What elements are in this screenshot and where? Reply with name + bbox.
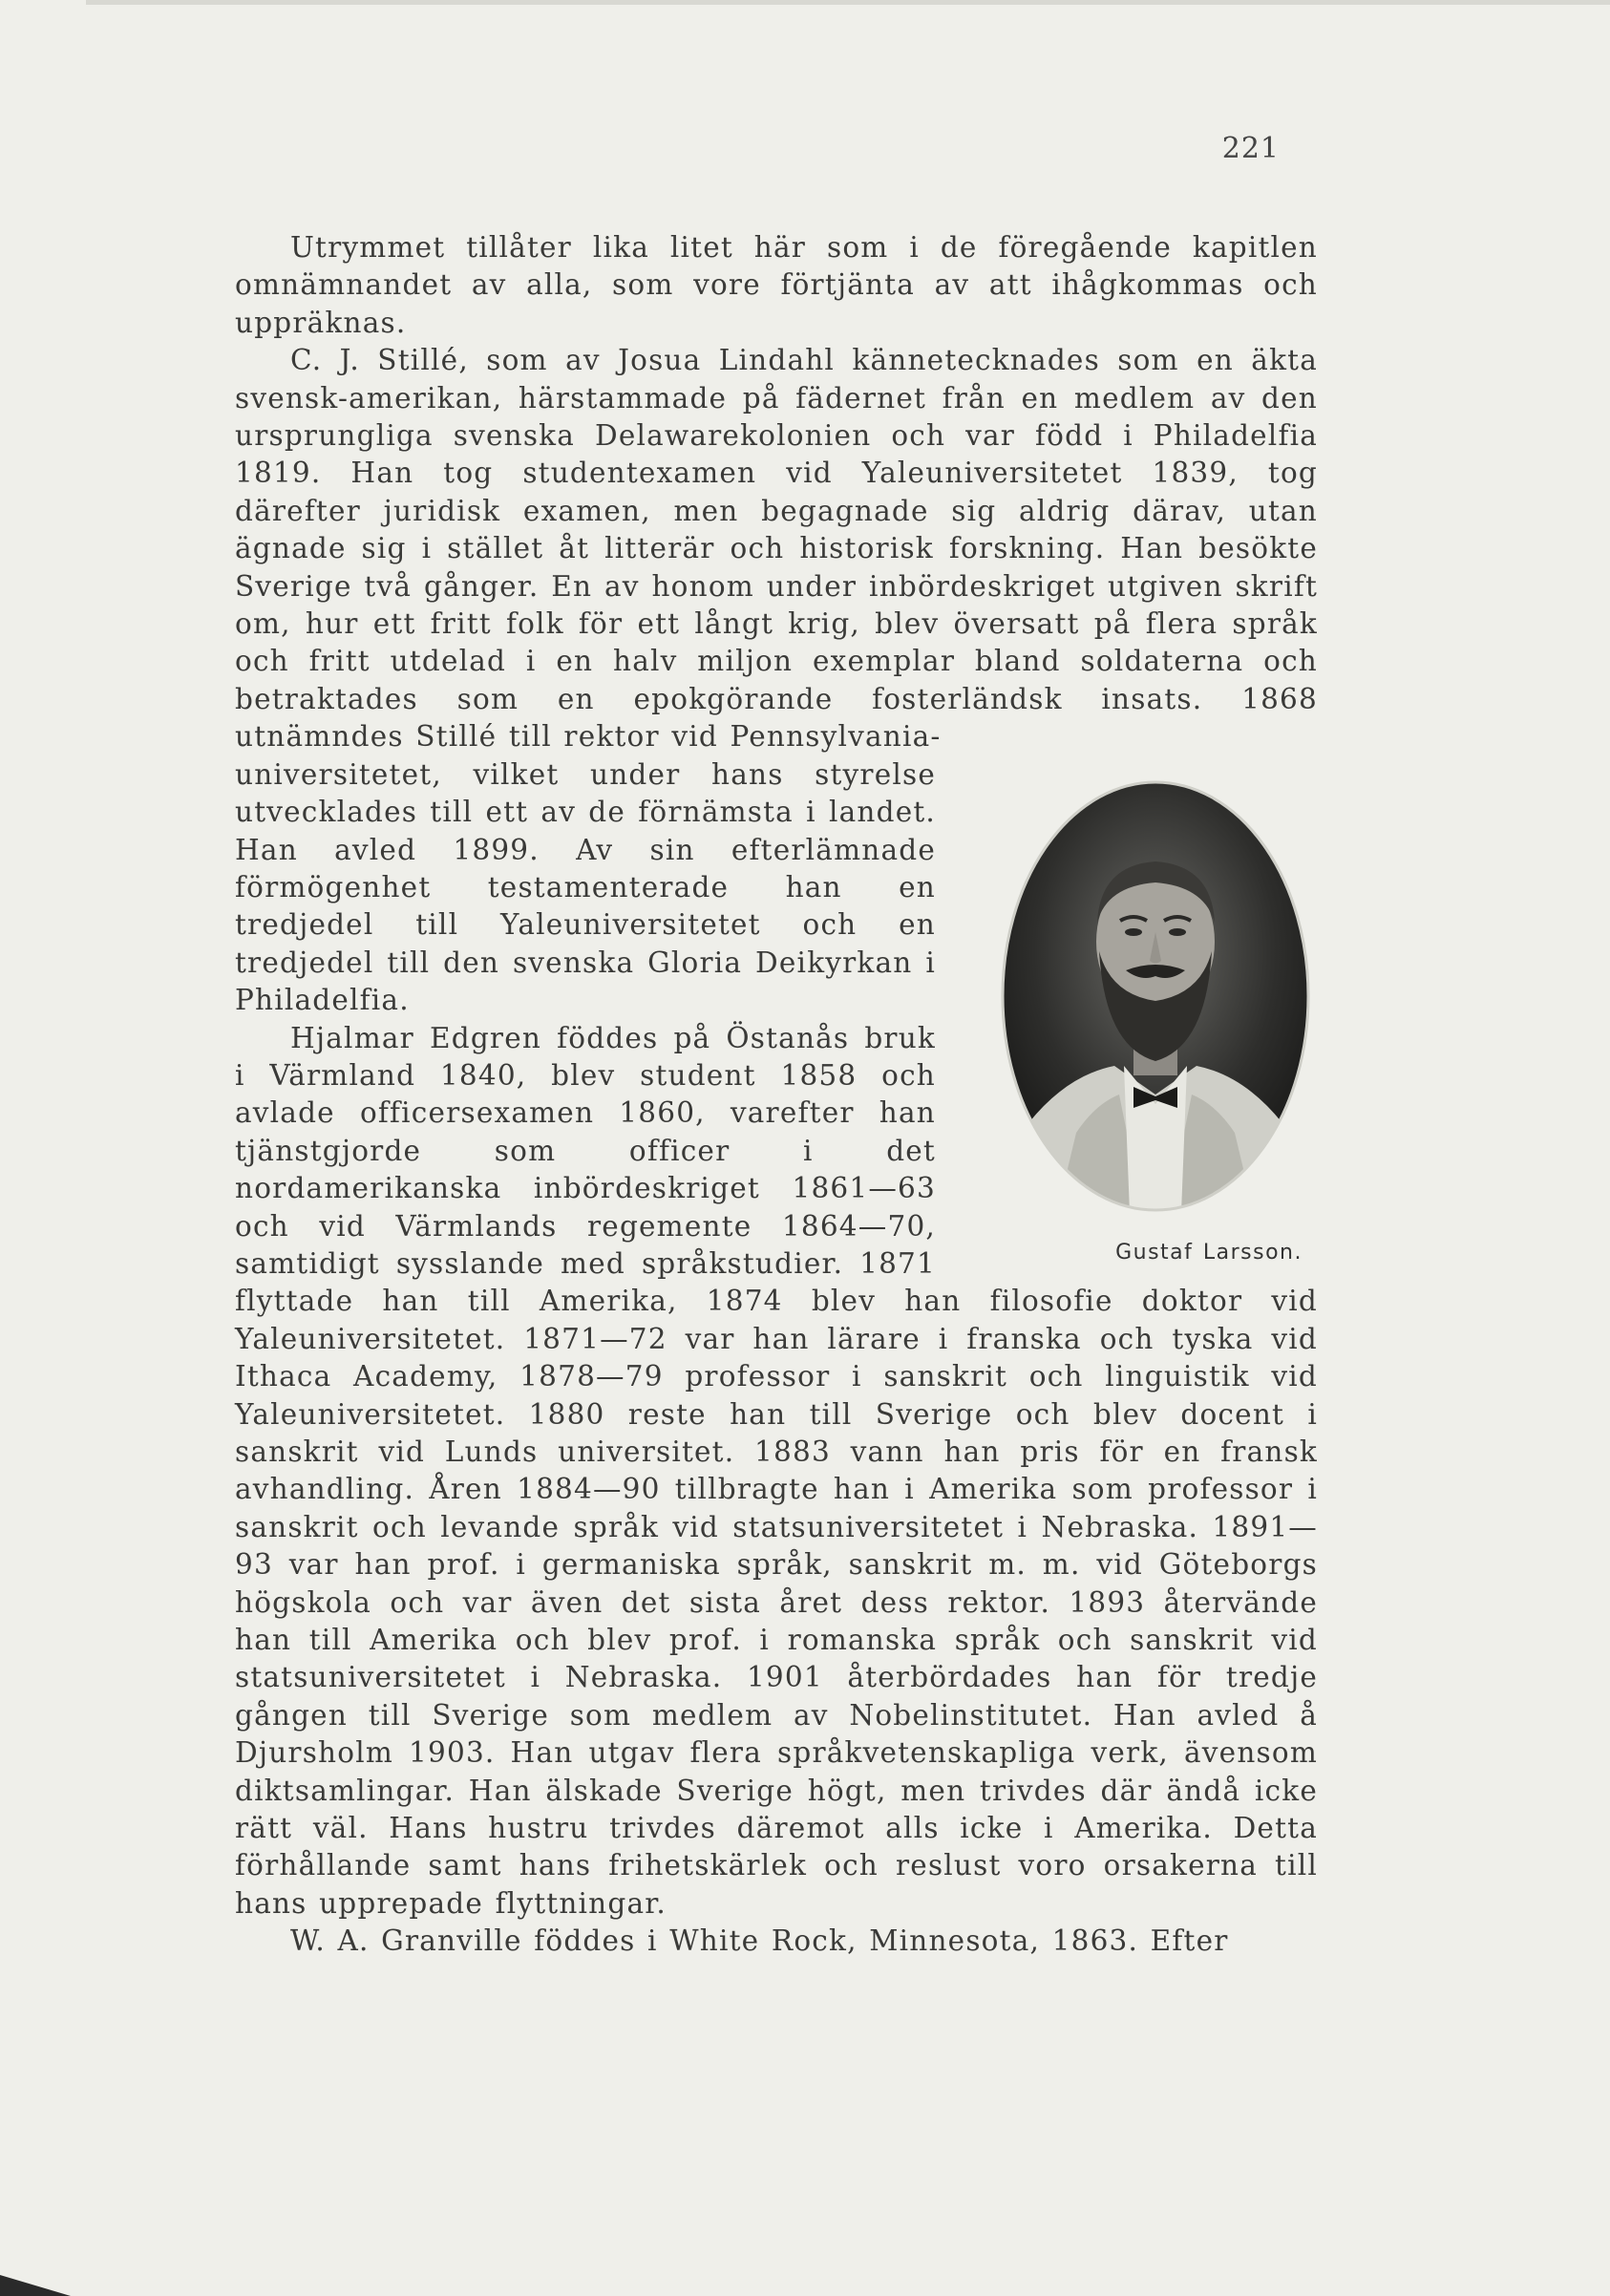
- paragraph-granville: W. A. Granville föddes i White Rock, Minnesota, 1863. Efter: [290, 1924, 1229, 1958]
- paragraph-stille-part2: universitetet, vilket under hans styrelse utvecklades till ett av de förnämsta i landet. Han avled 1899. Av sin efterlämnade förmögenhet testamenterade han en tredjedel till Yaleuniversitetet och en tredjedel till den svenska Gloria Deikyrkan i Philadelfia.: [235, 757, 936, 1017]
- corner-mark: [0, 2275, 71, 2296]
- paragraph-stille-part1: C. J. Stillé, som av Josua Lindahl kännetecknades som en äkta svensk-amerikan, härstammade på fädernet från en medlem av den ursprungliga svenska Delawarekolonien och var född i Philadelfia 1819. Han tog studentexamen vid Yaleuniversitetet 1839, tog därefter juridisk examen, men begagnade sig aldrig därav, utan ägnade sig i stället åt litterär och historisk forskning. Han besökte Sverige två gånger. En av honom under inbördeskriget utgiven skrift om, hur ett fritt folk för ett långt krig, blev översatt på flera språk och fritt utdelad i en halv miljon exemplar bland soldaterna och betraktades som en epokgörande fosterländsk insats. 1868 utnämndes Stillé till rektor vid Pennsylvania-: [235, 344, 1318, 754]
- body-text: [235, 229, 1318, 1961]
- paragraph-edgren: Hjalmar Edgren föddes på Östanås bruk i Värmland 1840, blev student 1858 och avlade officersexamen 1860, varefter han tjänstgjorde som officer i det nordamerikanska inbördeskriget 1861—63 och vid Värmlands regemente 1864—70, samtidigt sysslande med språkstudier. 1871 flyttade han till Amerika, 1874 blev han filosofie doktor vid Yaleuniversitetet. 1871—72 var han lärare i franska och tyska vid Ithaca Academy, 1878—79 professor i sanskrit och linguistik vid Yaleuniversitetet. 1880 reste han till Sverige och blev docent i sanskrit vid Lunds universitet. 1883 vann han pris för en fransk avhandling. Åren 1884—90 tillbragte han i Amerika som professor i sanskrit och levande språk vid statsuniversitetet i Nebraska. 1891—93 var han prof. i germaniska språk, sanskrit m. m. vid Göteborgs högskola och var även det sista året dess rektor. 1893 återvände han till Amerika och blev prof. i romanska språk och sanskrit vid statsuniversitetet i Nebraska. 1901 återbördades han för tredje gången till Sverige som medlem av Nobelinstitutet. Han avled å Djursholm 1903. Han utgav flera språkvetenskapliga verk, ävensom diktsamlingar. Han älskade Sverige högt, men trivdes där ändå icke rätt väl. Hans hustru trivdes däremot alls icke i Amerika. Detta förhållande samt hans frihetskärlek och reslust voro orsakerna till hans upprepade flyttningar.: [235, 1021, 1318, 1920]
- page-top-edge: [86, 0, 1610, 5]
- portrait-caption: Gustaf Larsson.: [1115, 1240, 1303, 1265]
- portrait-figure: [993, 779, 1318, 1271]
- paragraph-intro: Utrymmet tillåter lika litet här som i de föregående kapitlen omnämnandet av alla, som vore förtjänta av att ihågkommas och uppräknas.: [235, 231, 1318, 339]
- portrait-photo: [1000, 779, 1311, 1213]
- page-number: 221: [1221, 132, 1280, 165]
